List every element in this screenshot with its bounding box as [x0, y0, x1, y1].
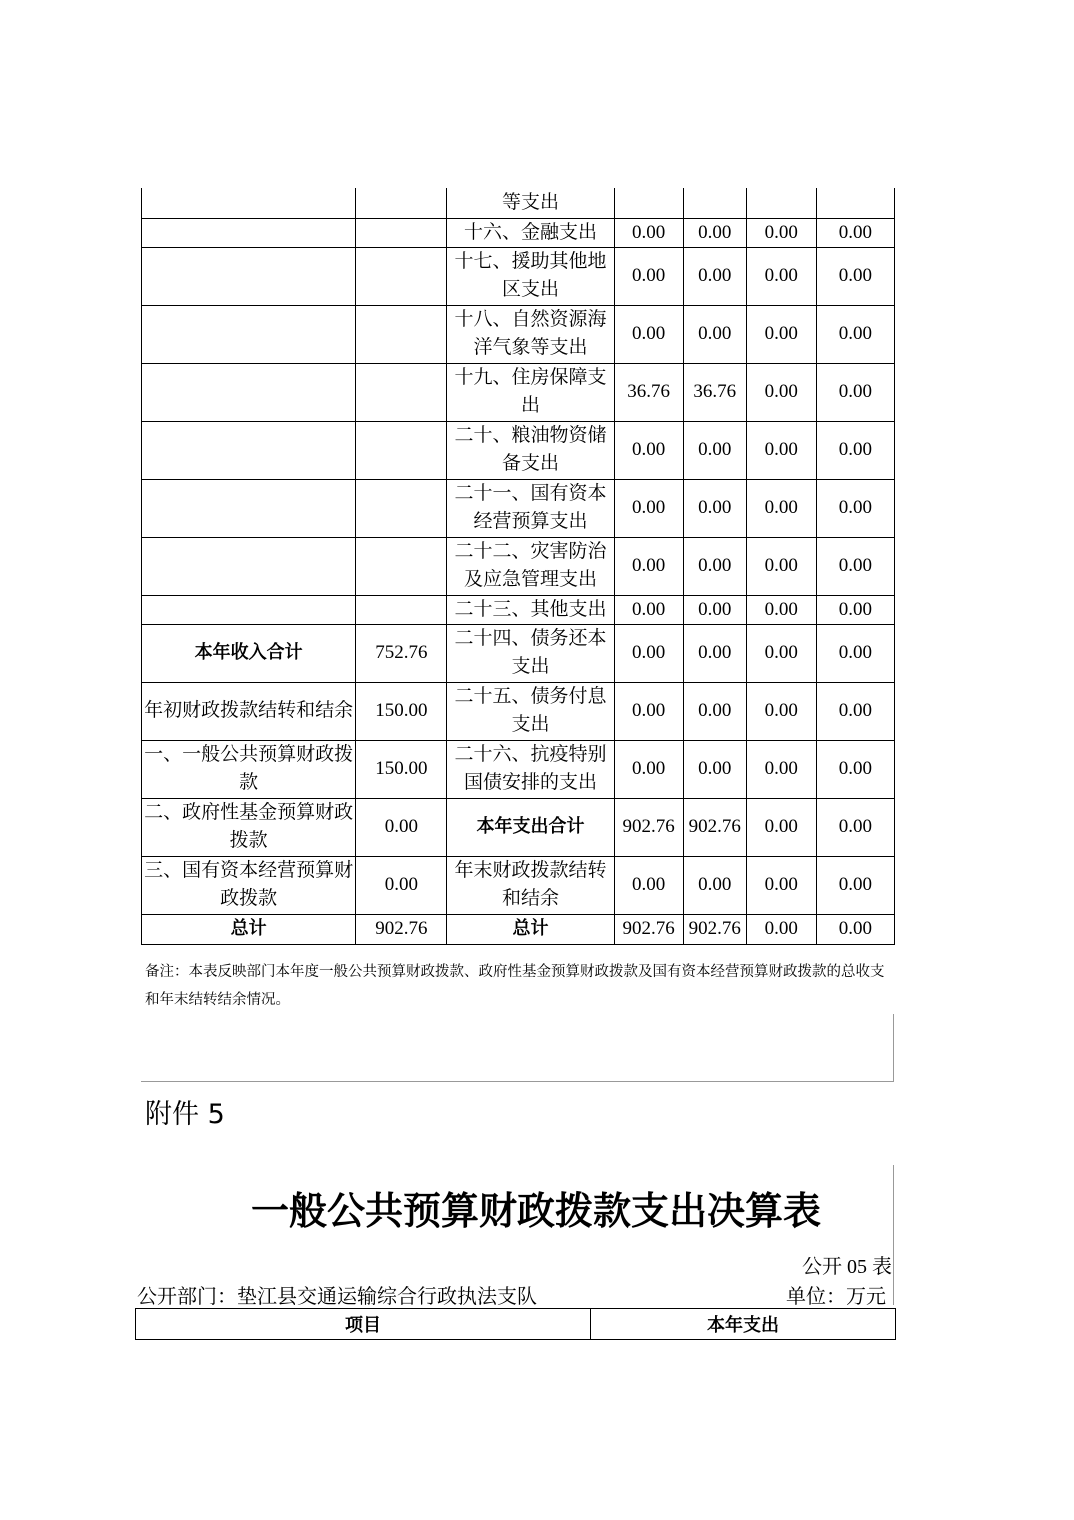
expenditure-amount: 0.00 [683, 305, 746, 363]
expenditure-amount: 0.00 [746, 624, 816, 682]
expenditure-amount: 0.00 [816, 740, 894, 798]
income-amount [356, 247, 447, 305]
income-amount [356, 363, 447, 421]
table-row [142, 479, 895, 537]
expenditure-amount: 0.00 [746, 479, 816, 537]
expenditure-amount: 0.00 [746, 798, 816, 856]
income-item [142, 363, 356, 421]
table-row [142, 218, 895, 247]
income-item [142, 421, 356, 479]
income-amount: 0.00 [356, 798, 447, 856]
expenditure-amount: 0.00 [683, 247, 746, 305]
expenditure-amount: 36.76 [683, 363, 746, 421]
expenditure-amount: 0.00 [746, 218, 816, 247]
expenditure-amount: 0.00 [816, 914, 894, 944]
table-row [142, 537, 895, 595]
expenditure-amount: 0.00 [614, 740, 683, 798]
table-row [142, 421, 895, 479]
frame-line [141, 1081, 894, 1082]
income-amount: 0.00 [356, 856, 447, 914]
expenditure-amount: 0.00 [683, 537, 746, 595]
income-item: 总计 [142, 914, 356, 944]
expenditure-amount: 0.00 [746, 595, 816, 624]
expenditure-amount: 0.00 [614, 218, 683, 247]
income-item [142, 188, 356, 218]
expenditure-amount: 0.00 [816, 247, 894, 305]
expenditure-amount: 0.00 [816, 624, 894, 682]
expenditure-amount: 0.00 [614, 595, 683, 624]
income-amount [356, 305, 447, 363]
header-expenditure: 本年支出 [591, 1309, 896, 1340]
table-row [142, 247, 895, 305]
income-amount: 150.00 [356, 682, 447, 740]
expenditure-amount: 0.00 [816, 305, 894, 363]
expenditure-header-table [135, 1308, 896, 1340]
expenditure-amount: 902.76 [614, 798, 683, 856]
expenditure-item: 二十、粮油物资储备支出 [447, 421, 614, 479]
income-amount [356, 218, 447, 247]
expenditure-item: 十八、自然资源海洋气象等支出 [447, 305, 614, 363]
expenditure-item: 二十四、债务还本支出 [447, 624, 614, 682]
expenditure-amount: 0.00 [614, 479, 683, 537]
table-note: 备注：本表反映部门本年度一般公共预算财政拨款、政府性基金预算财政拨款及国有资本经营预算财政拨款的总收支和年末结转结余情况。 [145, 964, 885, 1008]
expenditure-amount [614, 188, 683, 218]
expenditure-item: 十七、援助其他地区支出 [447, 247, 614, 305]
income-amount [356, 188, 447, 218]
income-item [142, 537, 356, 595]
income-item [142, 305, 356, 363]
table-row [142, 363, 895, 421]
table-row [142, 188, 895, 218]
frame-line [893, 1014, 894, 1082]
expenditure-item: 二十一、国有资本经营预算支出 [447, 479, 614, 537]
table-row [142, 914, 895, 944]
page-title: 一般公共预算财政拨款支出决算表 [250, 1188, 821, 1233]
expenditure-amount: 0.00 [816, 363, 894, 421]
expenditure-amount: 0.00 [746, 914, 816, 944]
expenditure-item: 二十六、抗疫特别国债安排的支出 [447, 740, 614, 798]
income-amount: 902.76 [356, 914, 447, 944]
table-row [142, 682, 895, 740]
expenditure-item: 二十五、债务付息支出 [447, 682, 614, 740]
expenditure-amount: 0.00 [746, 363, 816, 421]
expenditure-amount: 0.00 [683, 595, 746, 624]
income-item: 三、国有资本经营预算财政拨款 [142, 856, 356, 914]
income-amount [356, 595, 447, 624]
income-item: 一、一般公共预算财政拨款 [142, 740, 356, 798]
expenditure-amount: 902.76 [614, 914, 683, 944]
table-row [142, 305, 895, 363]
expenditure-amount: 0.00 [746, 682, 816, 740]
income-item [142, 479, 356, 537]
expenditure-amount: 0.00 [683, 218, 746, 247]
income-item [142, 218, 356, 247]
income-amount [356, 537, 447, 595]
unit-label: 单位：万元 [786, 1286, 886, 1308]
expenditure-amount: 0.00 [816, 798, 894, 856]
expenditure-item: 十六、金融支出 [447, 218, 614, 247]
expenditure-item: 年末财政拨款结转和结余 [447, 856, 614, 914]
expenditure-amount [746, 188, 816, 218]
attachment-label: 附件 5 [145, 1099, 225, 1130]
expenditure-amount [816, 188, 894, 218]
expenditure-item: 二十二、灾害防治及应急管理支出 [447, 537, 614, 595]
expenditure-amount: 0.00 [746, 421, 816, 479]
expenditure-amount: 0.00 [816, 537, 894, 595]
expenditure-amount [683, 188, 746, 218]
expenditure-amount: 0.00 [683, 740, 746, 798]
expenditure-item: 二十三、其他支出 [447, 595, 614, 624]
income-item: 二、政府性基金预算财政拨款 [142, 798, 356, 856]
table-row [142, 740, 895, 798]
budget-table [141, 188, 895, 945]
expenditure-amount: 0.00 [614, 537, 683, 595]
expenditure-amount: 0.00 [683, 624, 746, 682]
expenditure-amount: 0.00 [746, 856, 816, 914]
income-item [142, 595, 356, 624]
expenditure-amount: 36.76 [614, 363, 683, 421]
expenditure-amount: 0.00 [746, 305, 816, 363]
table-row [142, 856, 895, 914]
expenditure-amount: 0.00 [683, 421, 746, 479]
expenditure-amount: 0.00 [746, 740, 816, 798]
expenditure-amount: 0.00 [816, 682, 894, 740]
table-code: 公开 05 表 [802, 1256, 892, 1278]
table-row [142, 595, 895, 624]
expenditure-amount: 0.00 [614, 624, 683, 682]
header-item: 项目 [136, 1309, 591, 1340]
department-label: 公开部门：垫江县交通运输综合行政执法支队 [137, 1286, 537, 1308]
expenditure-amount: 0.00 [816, 479, 894, 537]
expenditure-amount: 0.00 [816, 421, 894, 479]
income-amount: 752.76 [356, 624, 447, 682]
income-item [142, 247, 356, 305]
expenditure-amount: 0.00 [816, 856, 894, 914]
expenditure-amount: 0.00 [683, 856, 746, 914]
expenditure-amount: 0.00 [683, 682, 746, 740]
expenditure-amount: 0.00 [614, 421, 683, 479]
income-item: 年初财政拨款结转和结余 [142, 682, 356, 740]
expenditure-item: 等支出 [447, 188, 614, 218]
table-row [142, 798, 895, 856]
expenditure-amount: 0.00 [614, 247, 683, 305]
expenditure-amount: 0.00 [746, 537, 816, 595]
expenditure-amount: 0.00 [614, 682, 683, 740]
expenditure-item: 本年支出合计 [447, 798, 614, 856]
expenditure-amount: 0.00 [683, 479, 746, 537]
income-amount [356, 421, 447, 479]
expenditure-amount: 0.00 [614, 305, 683, 363]
income-amount: 150.00 [356, 740, 447, 798]
expenditure-amount: 0.00 [816, 595, 894, 624]
expenditure-amount: 0.00 [614, 856, 683, 914]
expenditure-amount: 0.00 [816, 218, 894, 247]
table-row [142, 624, 895, 682]
expenditure-item: 十九、住房保障支出 [447, 363, 614, 421]
income-amount [356, 479, 447, 537]
expenditure-amount: 0.00 [746, 247, 816, 305]
expenditure-item: 总计 [447, 914, 614, 944]
expenditure-amount: 902.76 [683, 798, 746, 856]
expenditure-amount: 902.76 [683, 914, 746, 944]
income-item: 本年收入合计 [142, 624, 356, 682]
